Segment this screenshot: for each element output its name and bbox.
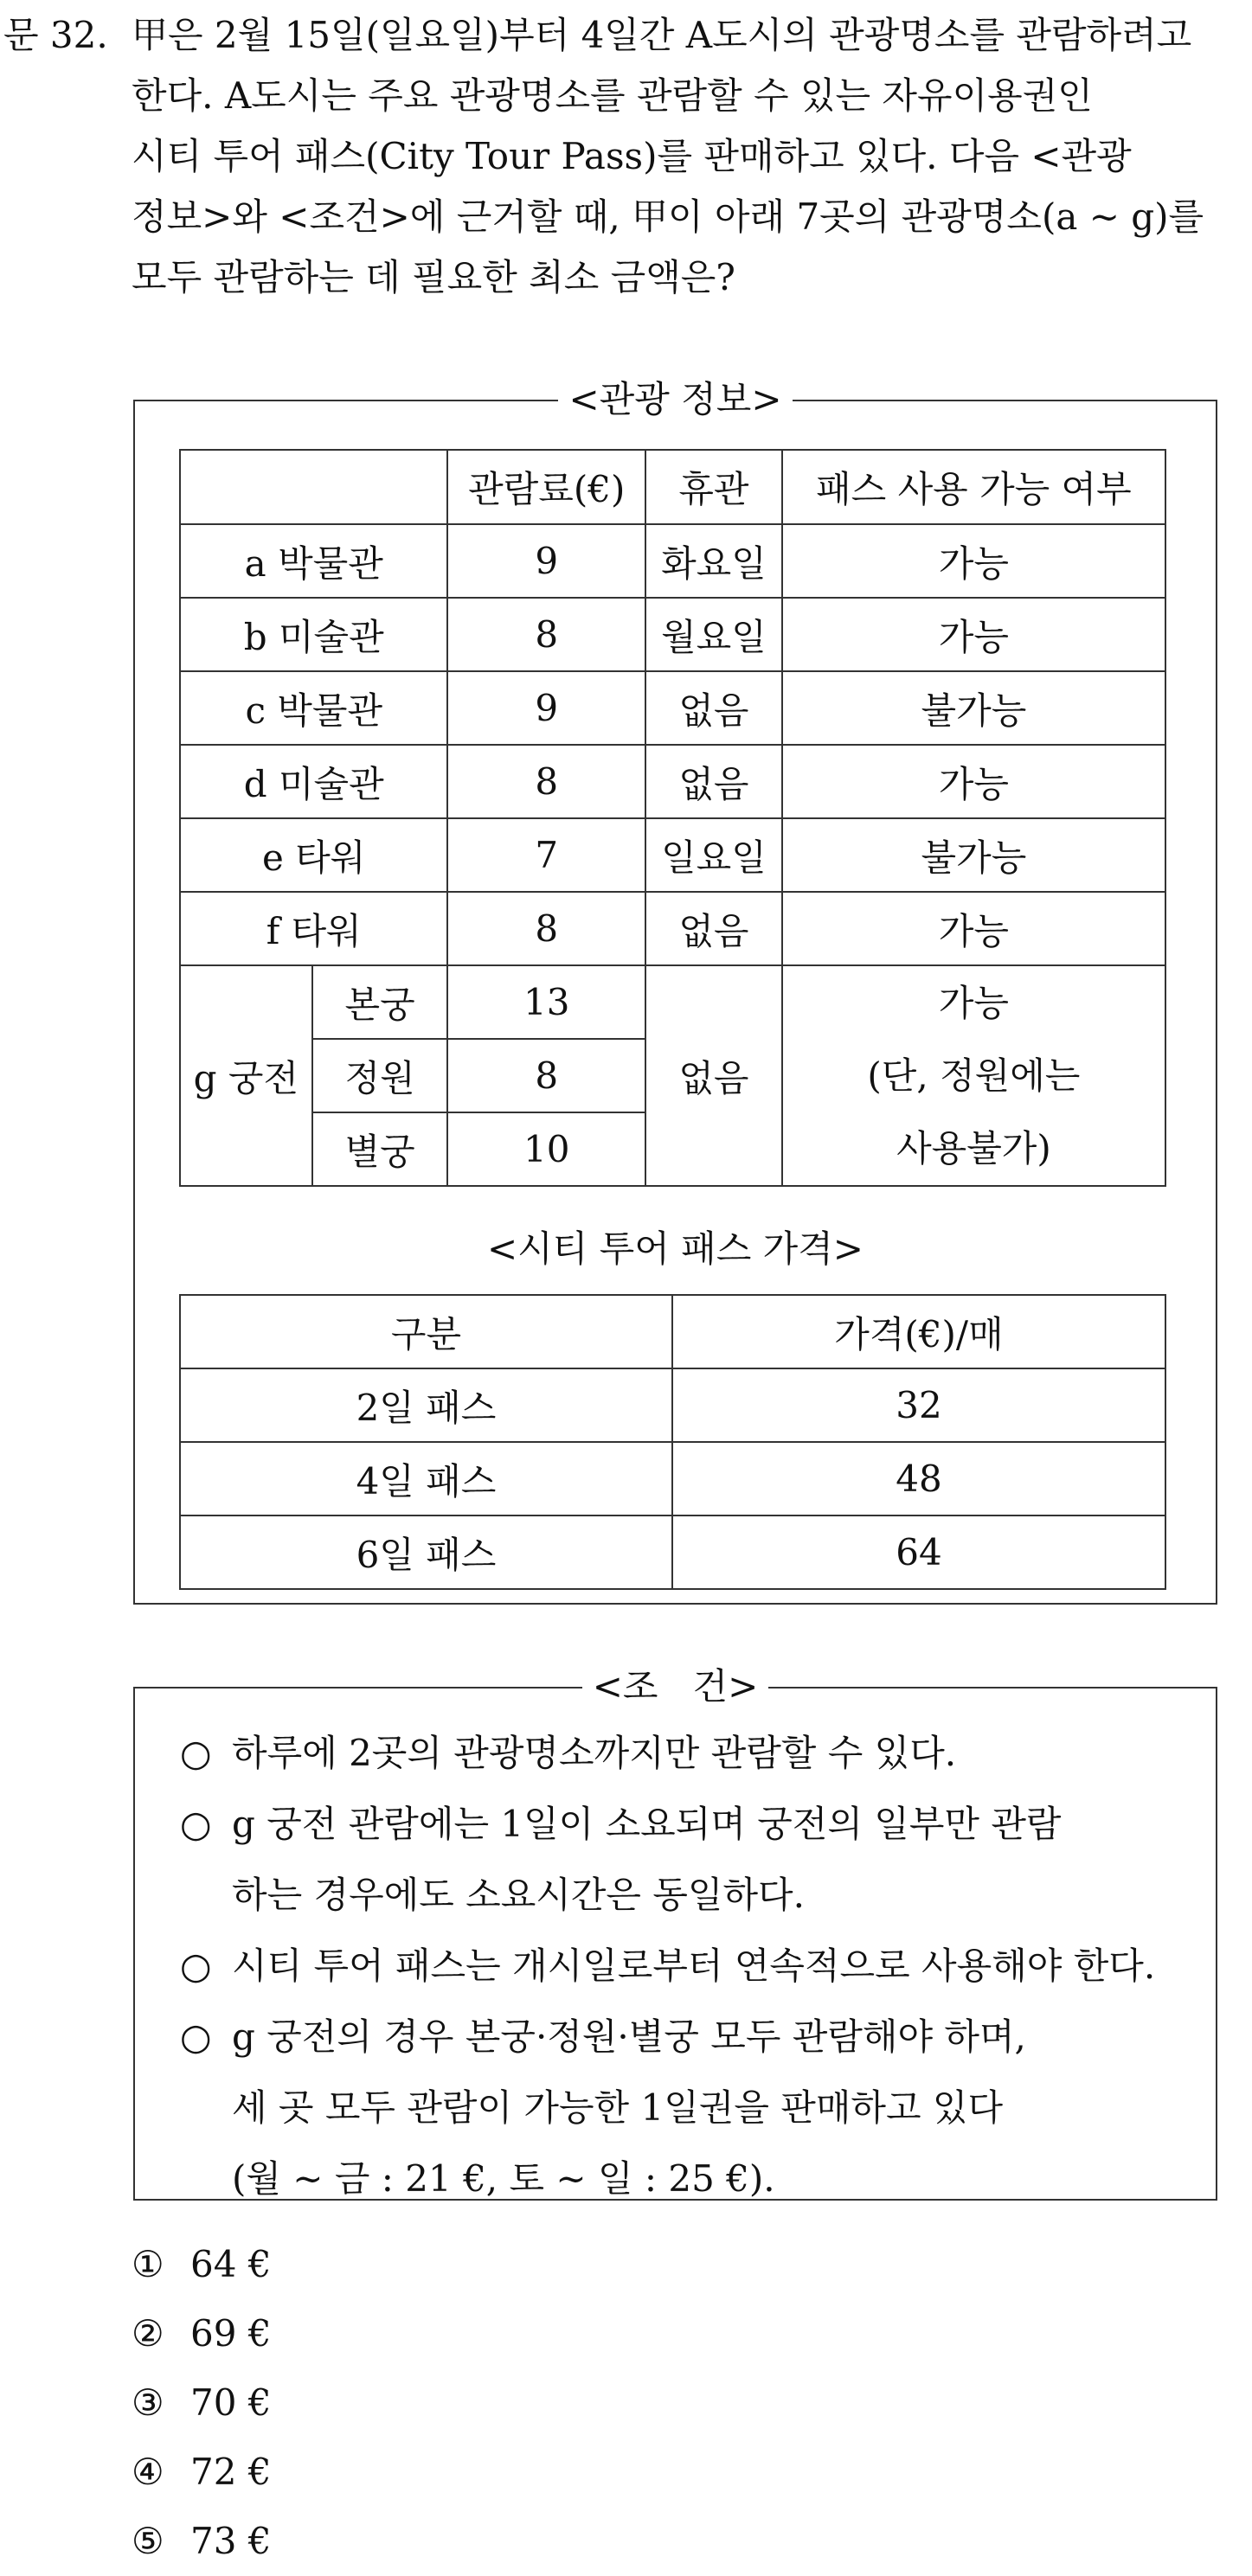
tourism-info-title: <관광 정보> — [558, 378, 792, 420]
header-type: 구분 — [180, 1295, 672, 1368]
attraction-name: c 박물관 — [180, 671, 447, 745]
palace-pass-line: 가능 — [938, 981, 1009, 1024]
header-cell-blank — [180, 450, 447, 524]
answer-choice-2[interactable] — [132, 2299, 272, 2368]
attraction-pass: 불가능 — [782, 671, 1165, 745]
pass-type: 6일 패스 — [180, 1515, 672, 1589]
attraction-fee: 8 — [447, 598, 645, 671]
circle-bullet-icon: ○ — [180, 1803, 212, 1845]
table-row — [180, 1368, 1165, 1442]
choice-marker: ⑤ — [132, 2520, 164, 2562]
condition-line: g 궁전 관람에는 1일이 소요되며 궁전의 일부만 관람 — [232, 1803, 1062, 1845]
choice-marker: ② — [132, 2312, 164, 2355]
table-row — [180, 745, 1165, 818]
tourism-info-box — [133, 378, 1217, 1605]
condition-line: 세 곳 모두 관람이 가능한 1일권을 판매하고 있다 — [232, 2086, 1004, 2129]
condition-line: 하는 경우에도 소요시간은 동일하다. — [232, 1874, 805, 1916]
conditions-list — [180, 1718, 1252, 2214]
table-row — [180, 965, 1165, 1039]
attraction-closed: 화요일 — [645, 524, 782, 598]
attraction-closed: 일요일 — [645, 818, 782, 892]
attraction-pass: 가능 — [782, 745, 1165, 818]
choice-text: 73 € — [190, 2520, 272, 2562]
attraction-closed: 없음 — [645, 892, 782, 965]
palace-part-name: 본궁 — [312, 965, 448, 1039]
attraction-closed: 없음 — [645, 745, 782, 818]
question-line: 한다. A도시는 주요 관광명소를 관람할 수 있는 자유이용권인 — [132, 74, 1093, 117]
attraction-fee: 9 — [447, 524, 645, 598]
choice-text: 72 € — [190, 2451, 272, 2493]
table-row — [180, 598, 1165, 671]
circle-bullet-icon: ○ — [180, 2015, 212, 2058]
pass-price: 64 — [672, 1515, 1165, 1589]
attraction-closed: 없음 — [645, 671, 782, 745]
palace-part-name: 정원 — [312, 1039, 448, 1112]
palace-closed: 없음 — [645, 965, 782, 1186]
attraction-pass: 가능 — [782, 524, 1165, 598]
header-pass: 패스 사용 가능 여부 — [782, 450, 1165, 524]
palace-part-name: 별궁 — [312, 1112, 448, 1186]
attraction-pass: 가능 — [782, 598, 1165, 671]
attraction-fee: 7 — [447, 818, 645, 892]
condition-line: (월 ~ 금 : 21 €, 토 ~ 일 : 25 €). — [232, 2157, 775, 2200]
answer-choices — [132, 2230, 272, 2576]
attractions-table — [179, 449, 1166, 1187]
table-row — [180, 892, 1165, 965]
condition-line: 하루에 2곳의 관광명소까지만 관람할 수 있다. — [232, 1732, 957, 1774]
answer-choice-3[interactable] — [132, 2368, 272, 2438]
pass-price-table — [179, 1294, 1166, 1590]
question-line: 甲은 2월 15일(일요일)부터 4일간 A도시의 관광명소를 관람하려고 — [132, 14, 1192, 56]
choice-text: 70 € — [190, 2381, 272, 2424]
palace-pass-line: (단, 정원에는 — [867, 1054, 1081, 1097]
question-line: 정보>와 <조건>에 근거할 때, 甲이 아래 7곳의 관광명소(a ~ g)를 — [132, 195, 1204, 238]
answer-choice-1[interactable] — [132, 2230, 272, 2299]
table-row — [180, 1442, 1165, 1515]
palace-name: g 궁전 — [180, 965, 312, 1186]
table-row — [180, 671, 1165, 745]
pass-price: 48 — [672, 1442, 1165, 1515]
attraction-closed: 월요일 — [645, 598, 782, 671]
choice-marker: ③ — [132, 2381, 164, 2424]
attraction-name: a 박물관 — [180, 524, 447, 598]
header-fee: 관람료(€) — [447, 450, 645, 524]
attraction-fee: 9 — [447, 671, 645, 745]
pass-type: 4일 패스 — [180, 1442, 672, 1515]
attraction-name: e 타워 — [180, 818, 447, 892]
circle-bullet-icon: ○ — [180, 1732, 212, 1774]
choice-marker: ④ — [132, 2451, 164, 2493]
circle-bullet-icon: ○ — [180, 1945, 212, 1987]
condition-line: 시티 투어 패스는 개시일로부터 연속적으로 사용해야 한다. — [232, 1945, 1156, 1987]
conditions-box — [133, 1665, 1217, 2201]
attraction-fee: 8 — [447, 745, 645, 818]
attraction-fee: 8 — [447, 892, 645, 965]
condition-item — [180, 1718, 1252, 1789]
question-number: 문 32. — [3, 14, 108, 56]
question-line: 모두 관람하는 데 필요한 최소 금액은? — [132, 256, 735, 298]
palace-pass — [782, 965, 1165, 1186]
choice-text: 69 € — [190, 2312, 272, 2355]
attraction-name: d 미술관 — [180, 745, 447, 818]
answer-choice-4[interactable] — [132, 2438, 272, 2507]
condition-item — [180, 1789, 1252, 1931]
choice-marker: ① — [132, 2243, 164, 2285]
condition-line: g 궁전의 경우 본궁·정원·별궁 모두 관람해야 하며, — [232, 2015, 1026, 2058]
attraction-pass: 불가능 — [782, 818, 1165, 892]
table-row — [180, 818, 1165, 892]
pass-price: 32 — [672, 1368, 1165, 1442]
question-line: 시티 투어 패스(City Tour Pass)를 판매하고 있다. 다음 <관광 — [132, 135, 1132, 177]
conditions-title: <조 건> — [582, 1665, 769, 1708]
attraction-name: f 타워 — [180, 892, 447, 965]
attraction-pass: 가능 — [782, 892, 1165, 965]
table-row — [180, 524, 1165, 598]
question-stem — [132, 5, 1235, 308]
choice-text: 64 € — [190, 2243, 272, 2285]
palace-part-fee: 13 — [447, 965, 645, 1039]
header-closed: 휴관 — [645, 450, 782, 524]
pass-type: 2일 패스 — [180, 1368, 672, 1442]
table-row — [180, 1515, 1165, 1589]
palace-pass-line: 사용불가) — [896, 1126, 1051, 1169]
pass-price-title: <시티 투어 패스 가격> — [486, 1227, 864, 1270]
header-price: 가격(€)/매 — [672, 1295, 1165, 1368]
condition-item — [180, 1931, 1252, 2002]
answer-choice-5[interactable] — [132, 2507, 272, 2576]
palace-part-fee: 10 — [447, 1112, 645, 1186]
attraction-name: b 미술관 — [180, 598, 447, 671]
condition-item — [180, 2002, 1252, 2214]
palace-part-fee: 8 — [447, 1039, 645, 1112]
